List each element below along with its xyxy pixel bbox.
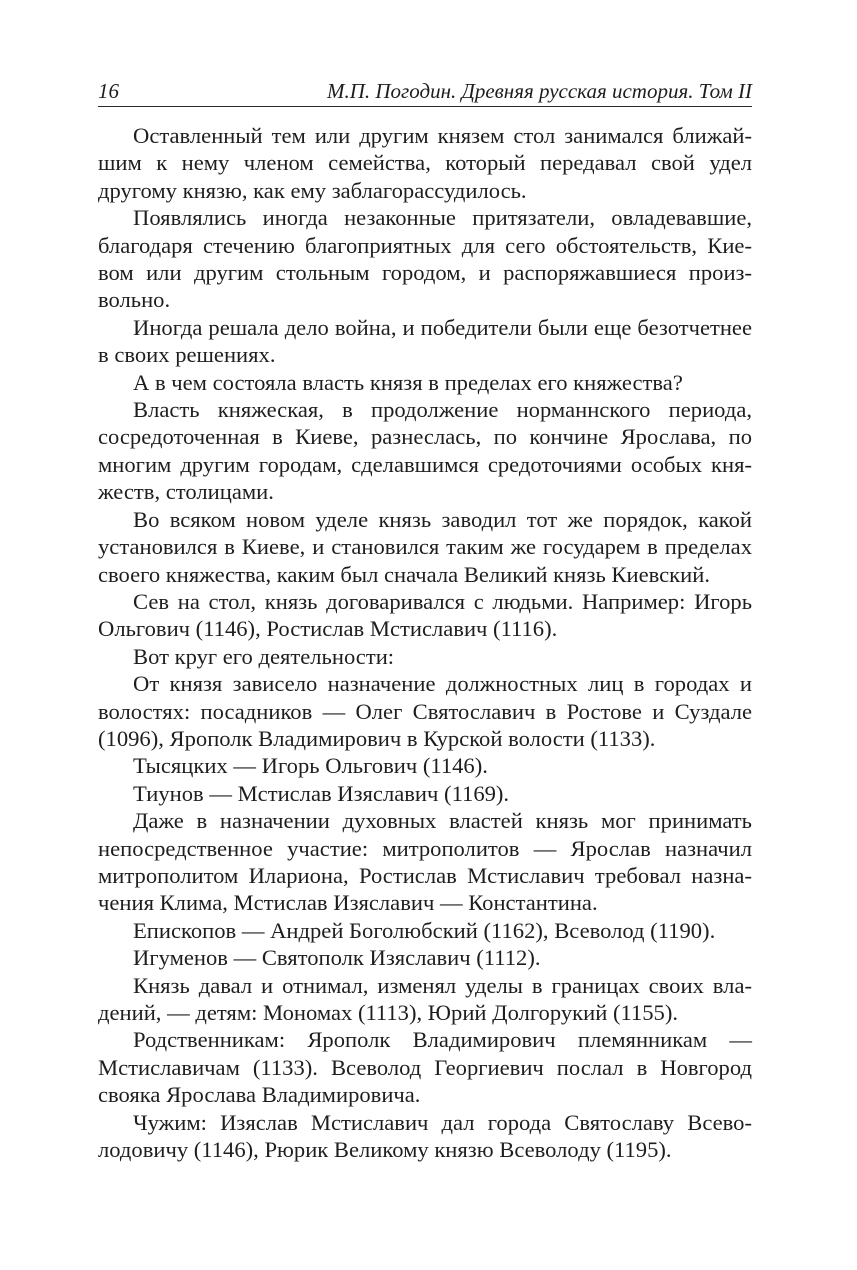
paragraph: Родственникам: Ярополк Владимирович племянникам — Мстиславичам (1133). Всеволод Георгиевич послал в Новгород свояка Ярослава Владимировича. [98, 1027, 752, 1108]
paragraph: Даже в назначении духовных властей князь мог принимать непосредственное участие: митрополитов — Ярослав назначил митрополитом Илариона, Ростислав Мстиславич требовал назначения Клима, Мстислав Изяславич — Константина. [98, 808, 752, 916]
paragraph: Во всяком новом уделе князь заводил тот же порядок, какой установился в Киеве, и становился таким же государем в пределах своего княжества, каким был сначала Великий князь Киевский. [98, 506, 752, 587]
paragraph: Тиунов — Мстислав Изяславич (1169). [133, 780, 510, 806]
paragraph: Тысяцких — Игорь Ольгович (1146). [133, 753, 488, 779]
paragraph: Князь давал и отнимал, изменял уделы в границах своих владений, — детям: Мономах (1113), Юрий Долгорукий (1155). [98, 972, 752, 1025]
paragraph: Игуменов — Святополк Изяславич (1112). [133, 945, 541, 971]
paragraph: Сев на стол, князь договаривался с людьми. Например: Игорь Ольгович (1146), Ростислав Мстиславич (1116). [98, 588, 752, 642]
paragraph: Епископов — Андрей Боголюбский (1162), Всеволод (1190). [133, 917, 716, 943]
running-head [98, 78, 752, 107]
paragraph: Вот круг его деятельности: [133, 643, 395, 669]
paragraph: А в чем состояла власть князя в пределах его княжества? [133, 369, 683, 395]
page-number: 16 [98, 79, 119, 103]
paragraph: Власть княжеская, в продолжение норманнского периода, сосредоточенная в Киеве, разнеслась, по кончине Ярослава, по многим другим городам, сделавшимся средоточиями особых княжеств, столицами. [98, 397, 752, 505]
paragraph: Оставленный тем или другим князем стол занимался ближайшим к нему членом семейства, который передавал свой удел другому князю, как ему заблагорассудилось. [98, 123, 752, 203]
book-page [98, 78, 752, 1163]
body-text [98, 122, 752, 1163]
running-title: М.П. Погодин. Древняя русская история. Том II [326, 79, 752, 103]
paragraph: Иногда решала дело война, и победители были еще безотчетнее в своих решениях. [98, 314, 752, 368]
paragraph: От князя зависело назначение должностных лиц в городах и волостях: посадников — Олег Святославич в Ростове и Суздале (1096), Ярополк Владимирович в Курской волости (1133). [98, 671, 752, 751]
paragraph: Появлялись иногда незаконные притязатели, овладевавшие, благодаря стечению благоприятных для сего обстоятельств, Киевом или другим стольным городом, и распоряжавшиеся произвольно. [98, 205, 752, 313]
paragraph: Чужим: Изяслав Мстиславич дал города Святославу Всеволодовичу (1146), Рюрик Великому князю Всеволоду (1195). [98, 1109, 752, 1163]
